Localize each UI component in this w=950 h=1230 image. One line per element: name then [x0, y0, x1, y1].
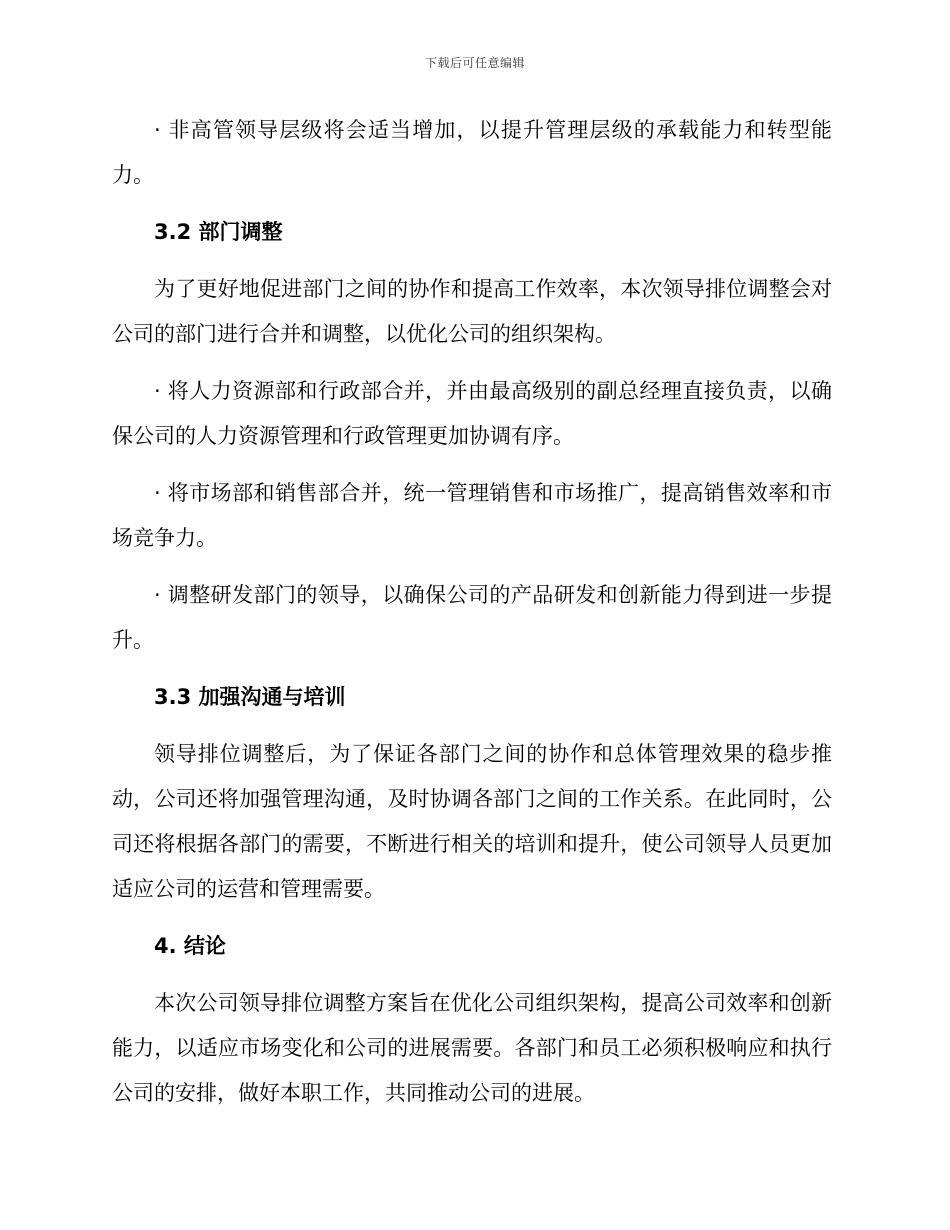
header-note: 下载后可任意编辑	[424, 56, 525, 70]
paragraph-conclusion: 本次公司领导排位调整方案旨在优化公司组织架构，提高公司效率和创新能力，以适应市场变化和公司的进展需要。各部门和员工必须积极响应和执行公司的安排，做好本职工作，共同推动公司的进展。	[112, 991, 832, 1105]
bullet-paragraph-management-levels: · 非高管领导层级将会适当增加，以提升管理层级的承载能力和转型能力。	[112, 118, 832, 187]
section-heading-3-2: 3.2 部门调整	[154, 220, 283, 244]
paragraph-communication-training: 领导排位调整后，为了保证各部门之间的协作和总体管理效果的稳步推动，公司还将加强管理沟通，及时协调各部门之间的工作关系。在此同时，公司还将根据各部门的需要，不断进行相关的培训和提升，使公司领导人员更加适应公司的运营和管理需要。	[112, 742, 832, 901]
document-body	[112, 108, 832, 1116]
paragraph-department-adjustment: 为了更好地促进部门之间的协作和提高工作效率，本次领导排位调整会对公司的部门进行合并和调整，以优化公司的组织架构。	[112, 277, 832, 346]
section-heading-4: 4. 结论	[154, 934, 226, 958]
section-heading-3-3: 3.3 加强沟通与培训	[154, 685, 346, 709]
bullet-paragraph-marketing-sales-merge: · 将市场部和销售部合并，统一管理销售和市场推广，提高销售效率和市场竞争力。	[112, 481, 832, 550]
bullet-paragraph-rd-leadership: · 调整研发部门的领导，以确保公司的产品研发和创新能力得到进一步提升。	[112, 583, 832, 652]
bullet-paragraph-hr-admin-merge: · 将人力资源部和行政部合并，并由最高级别的副总经理直接负责，以确保公司的人力资源管理和行政管理更加协调有序。	[112, 379, 832, 448]
